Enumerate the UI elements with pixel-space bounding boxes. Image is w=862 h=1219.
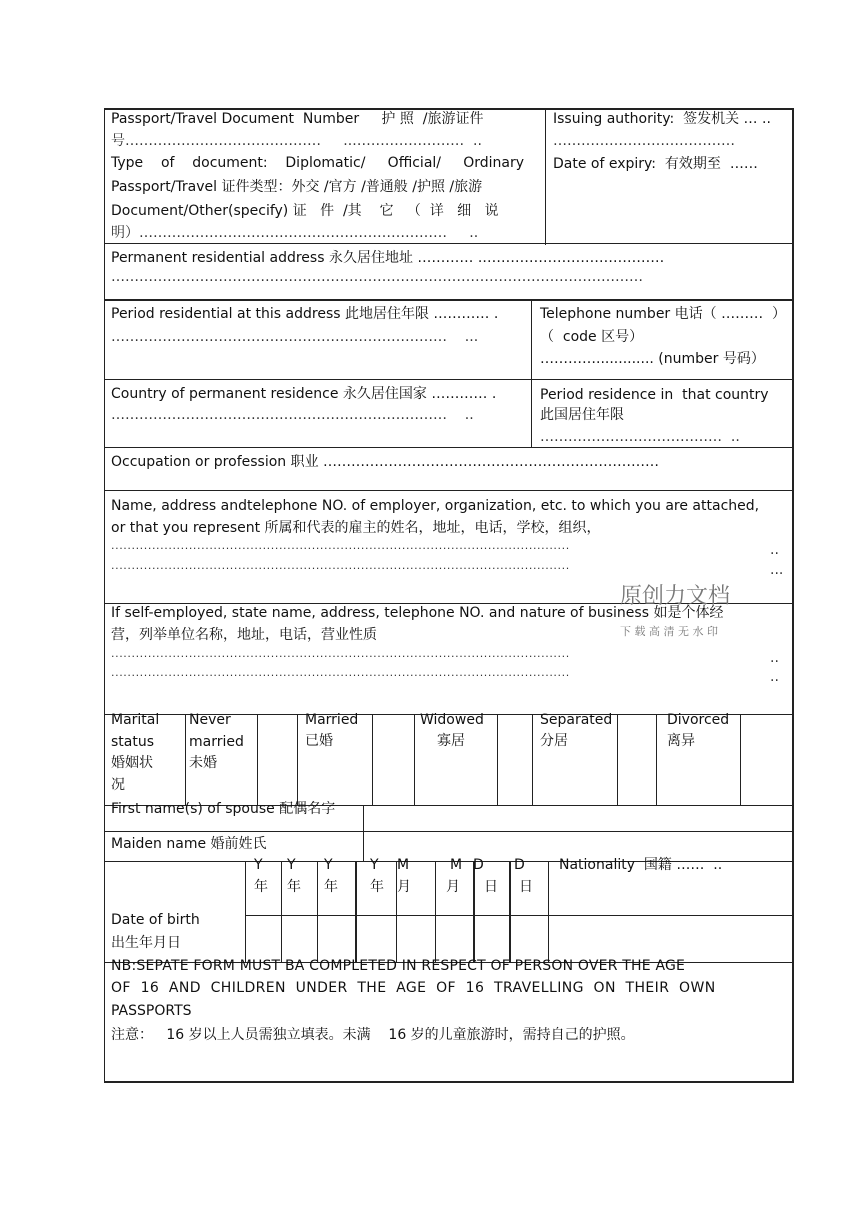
divider (355, 861, 357, 963)
divider (281, 861, 282, 963)
divider (104, 447, 794, 448)
divider (548, 861, 549, 963)
date-of-expiry-label[interactable]: Date of expiry: 有效期至 …… (553, 156, 758, 172)
country-of-residence-label: Country of permanent residence 永久居住国家 ………… . (111, 386, 497, 402)
nationality-label[interactable]: Nationality 国籍 …… .. (559, 857, 723, 873)
divider (104, 299, 794, 301)
birth-year-2-letter: Y (287, 857, 296, 873)
separated-option[interactable]: Separated (540, 712, 613, 728)
never-married-option[interactable]: Never (189, 712, 231, 728)
divider (245, 861, 246, 963)
divorced-option-cn: 离异 (667, 733, 695, 749)
widowed-option-cn: 寡居 (437, 733, 465, 749)
birth-month-1-letter: M (397, 857, 410, 873)
never-married-option-2: married (189, 734, 244, 750)
issuing-authority-field[interactable]: ………………………………… (553, 133, 735, 149)
self-employed-field-line-1[interactable]: ................................................................................................................ (111, 647, 570, 660)
form-border-bottom (104, 1081, 794, 1083)
maiden-name-label: Maiden name 婚前姓氏 (111, 836, 267, 852)
birth-year-2-char[interactable]: 年 (287, 879, 301, 895)
spouse-first-name-label: First name(s) of spouse 配偶名字 (111, 801, 336, 817)
divider (396, 861, 397, 963)
issuing-authority-label: Issuing authority: 签发机关 … .. (553, 111, 771, 127)
period-in-country-label-cn: 此国居住年限 (540, 407, 624, 423)
birth-month-2-char[interactable]: 月 (446, 879, 460, 895)
note-line-3: PASSPORTS (111, 1003, 192, 1019)
passport-number-label: Passport/Travel Document Number 护 照 /旅游证件 (111, 111, 484, 127)
birth-month-2-letter: M (450, 857, 463, 873)
divider (531, 300, 532, 448)
birth-year-1-letter: Y (254, 857, 263, 873)
divider (297, 714, 298, 806)
marital-status-label-2: status (111, 734, 155, 750)
divider (363, 805, 364, 862)
self-employed-label-cn: 营，列举单位名称，地址，电话，营业性质 (111, 627, 377, 643)
self-employed-field-line-2-end: .. (770, 669, 779, 685)
note-line-2: OF 16 AND CHILDREN UNDER THE AGE OF 16 TRAVELLING ON THEIR OWN (111, 980, 716, 996)
watermark-subtitle: 下 载 高 清 无 水 印 (620, 625, 718, 638)
passport-number-field[interactable]: 号…………………………………… ..…………………… .. (111, 133, 482, 149)
divider (257, 714, 258, 806)
form-border-right (792, 108, 794, 1083)
occupation-label[interactable]: Occupation or profession 职业 ……………………………………………………………… (111, 454, 660, 470)
telephone-label: Telephone number 电话（ ……… ） (540, 306, 786, 322)
note-line-1: NB:SEPATE FORM MUST BA COMPLETED IN RESPECT OF PERSON OVER THE AGE (111, 958, 686, 974)
married-option[interactable]: Married (305, 712, 359, 728)
divider (656, 714, 657, 806)
birth-year-1-char[interactable]: 年 (254, 879, 268, 895)
divider (185, 714, 186, 806)
permanent-address-field[interactable]: …………………………………………………………………………………………………… (111, 269, 643, 285)
birth-day-2-letter: D (514, 857, 525, 873)
divider (372, 714, 373, 806)
birth-day-1-letter: D (473, 857, 484, 873)
divider (414, 714, 415, 806)
form-border-left (104, 108, 105, 1083)
divider (245, 915, 794, 916)
marital-status-label-3: 婚姻状 (111, 755, 153, 771)
telephone-area-code: （ code 区号） (540, 329, 644, 345)
marital-status-label-4: 况 (111, 777, 125, 793)
divider (740, 714, 741, 806)
divorced-option[interactable]: Divorced (667, 712, 730, 728)
period-at-address-field[interactable]: ……………………………………………………………… ... (111, 329, 479, 345)
employer-field-line-2[interactable]: ................................................................................................................ (111, 559, 570, 572)
divider (104, 243, 546, 244)
self-employed-field-line-1-end: .. (770, 650, 779, 666)
birth-day-2-char[interactable]: 日 (519, 879, 533, 895)
widowed-option[interactable]: Widowed (420, 712, 484, 728)
date-of-birth-label-cn: 出生年月日 (111, 935, 181, 951)
birth-year-3-char[interactable]: 年 (324, 879, 338, 895)
document-type-other: Document/Other(specify) 证 件 /其 它 （ 详 细 说 (111, 203, 499, 219)
divider (104, 379, 794, 380)
telephone-number-field[interactable]: …………............. (number 号码） (540, 351, 765, 367)
divider (435, 861, 436, 963)
document-type-label: Type of document: Diplomatic/ Official/ Ordinary (111, 155, 525, 171)
permanent-address-label: Permanent residential address 永久居住地址 ………… .………………………………… (111, 250, 665, 266)
marital-status-label-1: Marital (111, 712, 160, 728)
divider (473, 861, 475, 963)
married-option-cn: 已婚 (305, 733, 333, 749)
employer-field-line-1[interactable]: ................................................................................................................ (111, 539, 570, 552)
birth-month-1-char[interactable]: 月 (397, 879, 411, 895)
divider (545, 108, 546, 245)
divider (532, 714, 533, 806)
employer-field-line-2-end: ... (770, 562, 784, 578)
divider (497, 714, 498, 806)
separated-option-cn: 分居 (540, 733, 568, 749)
note-line-4-cn: 注意： 16 岁以上人员需独立填表。未满 16 岁的儿童旅游时，需持自己的护照。 (111, 1027, 635, 1043)
self-employed-label: If self-employed, state name, address, telephone NO. and nature of business 如是个体经 (111, 605, 724, 621)
watermark-title: 原创力文档 (620, 584, 731, 609)
employer-label: Name, address andtelephone NO. of employer, organization, etc. to which you are attached, (111, 498, 760, 514)
never-married-option-cn: 未婚 (189, 755, 217, 771)
date-of-birth-label: Date of birth (111, 912, 200, 928)
birth-day-1-char[interactable]: 日 (484, 879, 498, 895)
employer-field-line-1-end: .. (770, 542, 779, 558)
period-in-country-label: Period residence in that country (540, 387, 769, 403)
document-type-specify-field[interactable]: 明）………………………………………………………… .. (111, 225, 479, 241)
employer-label-cn: or that you represent 所属和代表的雇主的姓名，地址，电话，学校，组织， (111, 520, 601, 536)
period-in-country-field[interactable]: ………………………………… .. (540, 429, 740, 445)
document-type-options: Passport/Travel 证件类型：外交 /官方 /普通般 /护照 /旅游 (111, 179, 483, 195)
self-employed-field-line-2[interactable]: ................................................................................................................ (111, 666, 570, 679)
divider (104, 831, 794, 832)
divider (317, 861, 318, 963)
divider (545, 243, 793, 244)
birth-year-4-char[interactable]: 年 (370, 879, 384, 895)
country-of-residence-field[interactable]: ……………………………………………………………… .. (111, 407, 474, 423)
birth-year-3-letter: Y (324, 857, 333, 873)
period-at-address-label: Period residential at this address 此地居住年限 ………… . (111, 306, 499, 322)
birth-year-4-letter: Y (370, 857, 379, 873)
divider (104, 490, 794, 491)
divider (509, 861, 511, 963)
divider (617, 714, 618, 806)
